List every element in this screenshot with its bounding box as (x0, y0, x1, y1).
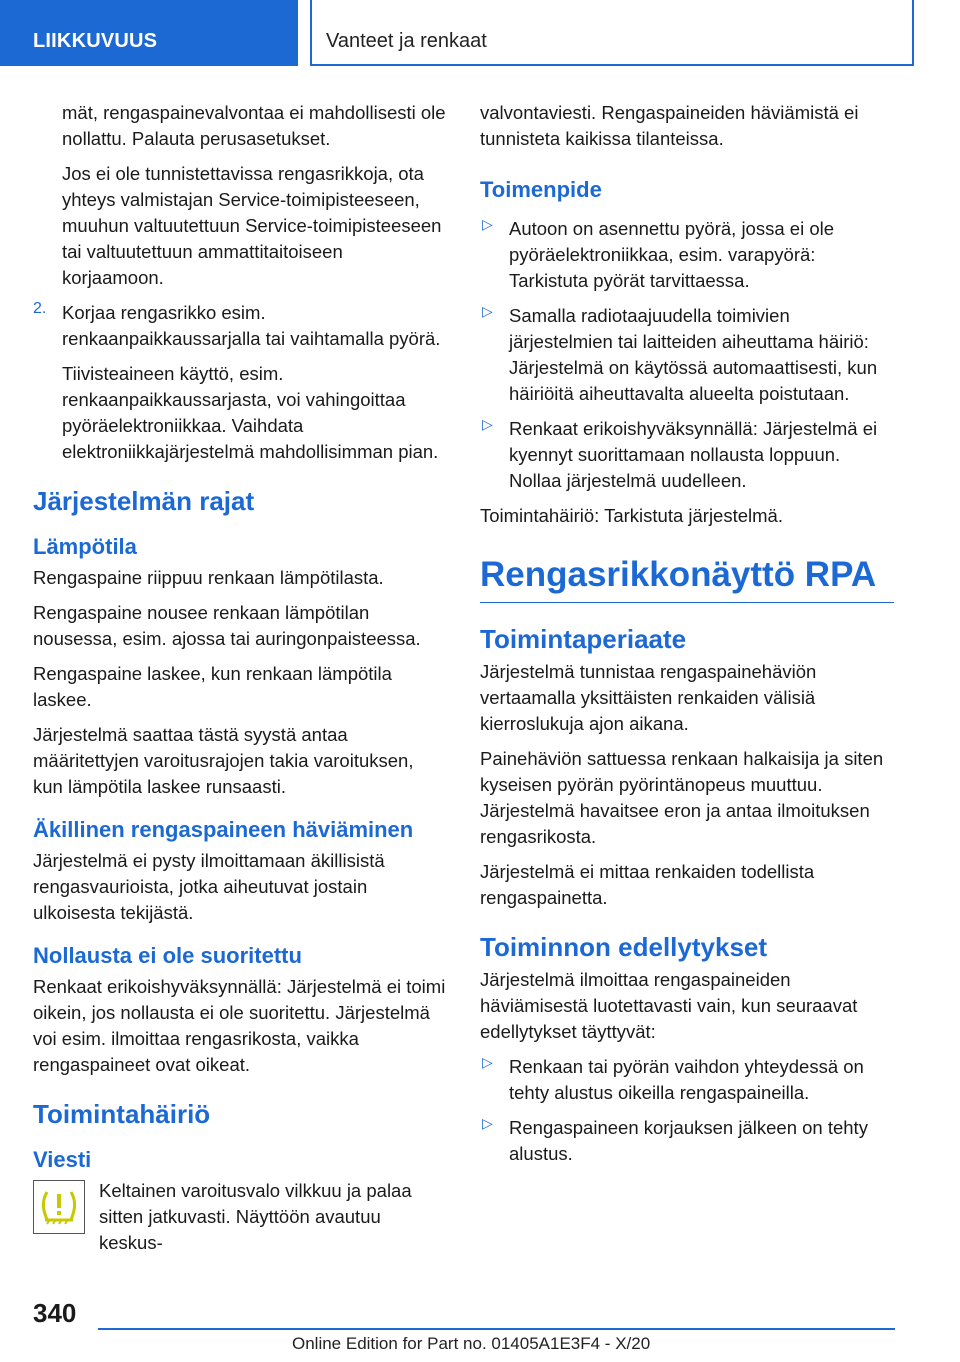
heading-message: Viesti (33, 1147, 92, 1172)
step-number: 2. (33, 300, 47, 317)
heading-requirements: Toiminnon edellytykset (480, 932, 768, 962)
paragraph: Järjestelmä ei pysty ilmoittamaan äkillisistä rengasvaurioista, jotka aiheutuvat jostain ulkoisesta tekijästä. (33, 850, 385, 923)
paragraph: Järjestelmä saattaa tästä syystä antaa määritettyjen varoitusrajojen takia varoituksen, kun lämpötila laskee runsaasti. (33, 724, 414, 797)
bullet-item (480, 416, 894, 494)
bullet-item (480, 216, 894, 294)
right-column (480, 100, 894, 1176)
paragraph: Järjestelmä ei mittaa renkaiden todellista rengaspainetta. (480, 861, 815, 908)
bullet-item (480, 1115, 894, 1167)
heading-principle: Toimintaperiaate (480, 624, 687, 654)
bullet-text: Autoon on asennettu pyörä, jossa ei ole pyöräelektroniikkaa, esim. varapyörä: Tarkistuta pyörät tarvittaessa. (509, 218, 835, 291)
heading-measure: Toimenpide (480, 177, 602, 202)
bullet-icon: ▷ (482, 1054, 493, 1070)
bullet-icon: ▷ (482, 416, 493, 432)
bullet-text: Rengaspaineen korjauksen jälkeen on tehty alustus. (509, 1117, 868, 1164)
paragraph: Painehäviön sattuessa renkaan halkaisija ja siten kyseisen pyörän pyörintänopeus muuttuu. Järjestelmä havaitsee eron ja antaa ilmoituksen rengasrikosta. (480, 748, 884, 847)
edition-link[interactable]: Online Edition for Part no. 01405A1E3F4 - X/20 (292, 1334, 651, 1353)
footer-divider (98, 1328, 895, 1330)
paragraph: Keltainen varoitusvalo vilkkuu ja palaa sitten jatkuvasti. Näyttöön avautuu keskus- (99, 1180, 412, 1253)
left-column (33, 100, 447, 1265)
bullet-icon: ▷ (482, 216, 493, 232)
bullet-text: Renkaan tai pyörän vaihdon yhteydessä on tehty alustus oikeilla rengaspaineilla. (509, 1056, 864, 1103)
heading-temperature: Lämpötila (33, 534, 137, 559)
bullet-icon: ▷ (482, 303, 493, 319)
step-note: Tiivisteaineen käyttö, esim. renkaanpaikkaussarjasta, voi vahingoittaa pyöräelektroniikkaa. Vaihdata elektroniikkajärjestelmä mahdollisimman pian. (62, 363, 439, 462)
paragraph: Jos ei ole tunnistettavissa rengasrikkoja, ota yhteys valmistajan Service-toimipisteeseen, muuhun valtuutettuun Service-toimipisteeseen tai valtuutettuun ammattitaitoiseen korjaamoon. (62, 163, 442, 288)
section-tab: LIIKKUVUUS (0, 0, 298, 66)
heading-rpa: Rengasrikkonäyttö RPA (480, 553, 894, 603)
page-header (0, 0, 960, 66)
paragraph: mät, rengaspainevalvontaa ei mahdollisesti ole nollattu. Palauta perusasetukset. (62, 102, 446, 149)
chapter-title: Vanteet ja renkaat (310, 0, 914, 66)
heading-sudden-loss: Äkillinen rengaspaineen häviäminen (33, 817, 414, 842)
warning-message-block (33, 1178, 447, 1256)
bullet-item (480, 1054, 894, 1106)
bullet-item (480, 303, 894, 407)
paragraph: Järjestelmä ilmoittaa rengaspaineiden häviämisestä luotettavasti vain, kun seuraavat edellytykset täyttyvät: (480, 969, 858, 1042)
step-text: Korjaa rengasrikko esim. renkaanpaikkaussarjalla tai vaihtamalla pyörä. (62, 302, 441, 349)
bullet-text: Samalla radiotaajuudella toimivien järjestelmien tai laitteiden aiheuttama häiriö: Järjestelmä on käytössä automaattisesti, kun häiriöitä aiheuttavalta alueelta poistutaan. (509, 305, 878, 404)
paragraph: Järjestelmä tunnistaa rengaspainehäviön vertaamalla yksittäisten renkaiden välisiä kierroslukuja ajon aikana. (480, 661, 817, 734)
tire-pressure-warning-icon (33, 1180, 85, 1234)
numbered-step (33, 300, 447, 465)
paragraph: Rengaspaine laskee, kun renkaan lämpötila laskee. (33, 663, 392, 710)
paragraph: Renkaat erikoishyväksynnällä: Järjestelmä ei toimi oikein, jos nollausta ei ole suoritettu. Järjestelmä voi esim. ilmoittaa rengasrikosta, vaikka rengaspaineet ovat oikeat. (33, 976, 446, 1075)
bullet-text: Renkaat erikoishyväksynnällä: Järjestelmä ei kyennyt suorittamaan nollausta loppuun. Nollaa järjestelmä uudelleen. (509, 418, 878, 491)
page-number: 340 (33, 1298, 77, 1328)
paragraph: Rengaspaine nousee renkaan lämpötilan nousessa, esim. ajossa tai auringonpaisteessa. (33, 602, 421, 649)
bullet-icon: ▷ (482, 1115, 493, 1131)
heading-malfunction: Toimintahäiriö (33, 1099, 211, 1129)
heading-no-reset: Nollausta ei ole suoritettu (33, 943, 302, 968)
paragraph: Toimintahäiriö: Tarkistuta järjestelmä. (480, 505, 783, 526)
paragraph: valvontaviesti. Rengaspaineiden häviämistä ei tunnisteta kaikissa tilanteissa. (480, 102, 859, 149)
paragraph: Rengaspaine riippuu renkaan lämpötilasta. (33, 567, 384, 588)
heading-limits: Järjestelmän rajat (33, 486, 255, 516)
